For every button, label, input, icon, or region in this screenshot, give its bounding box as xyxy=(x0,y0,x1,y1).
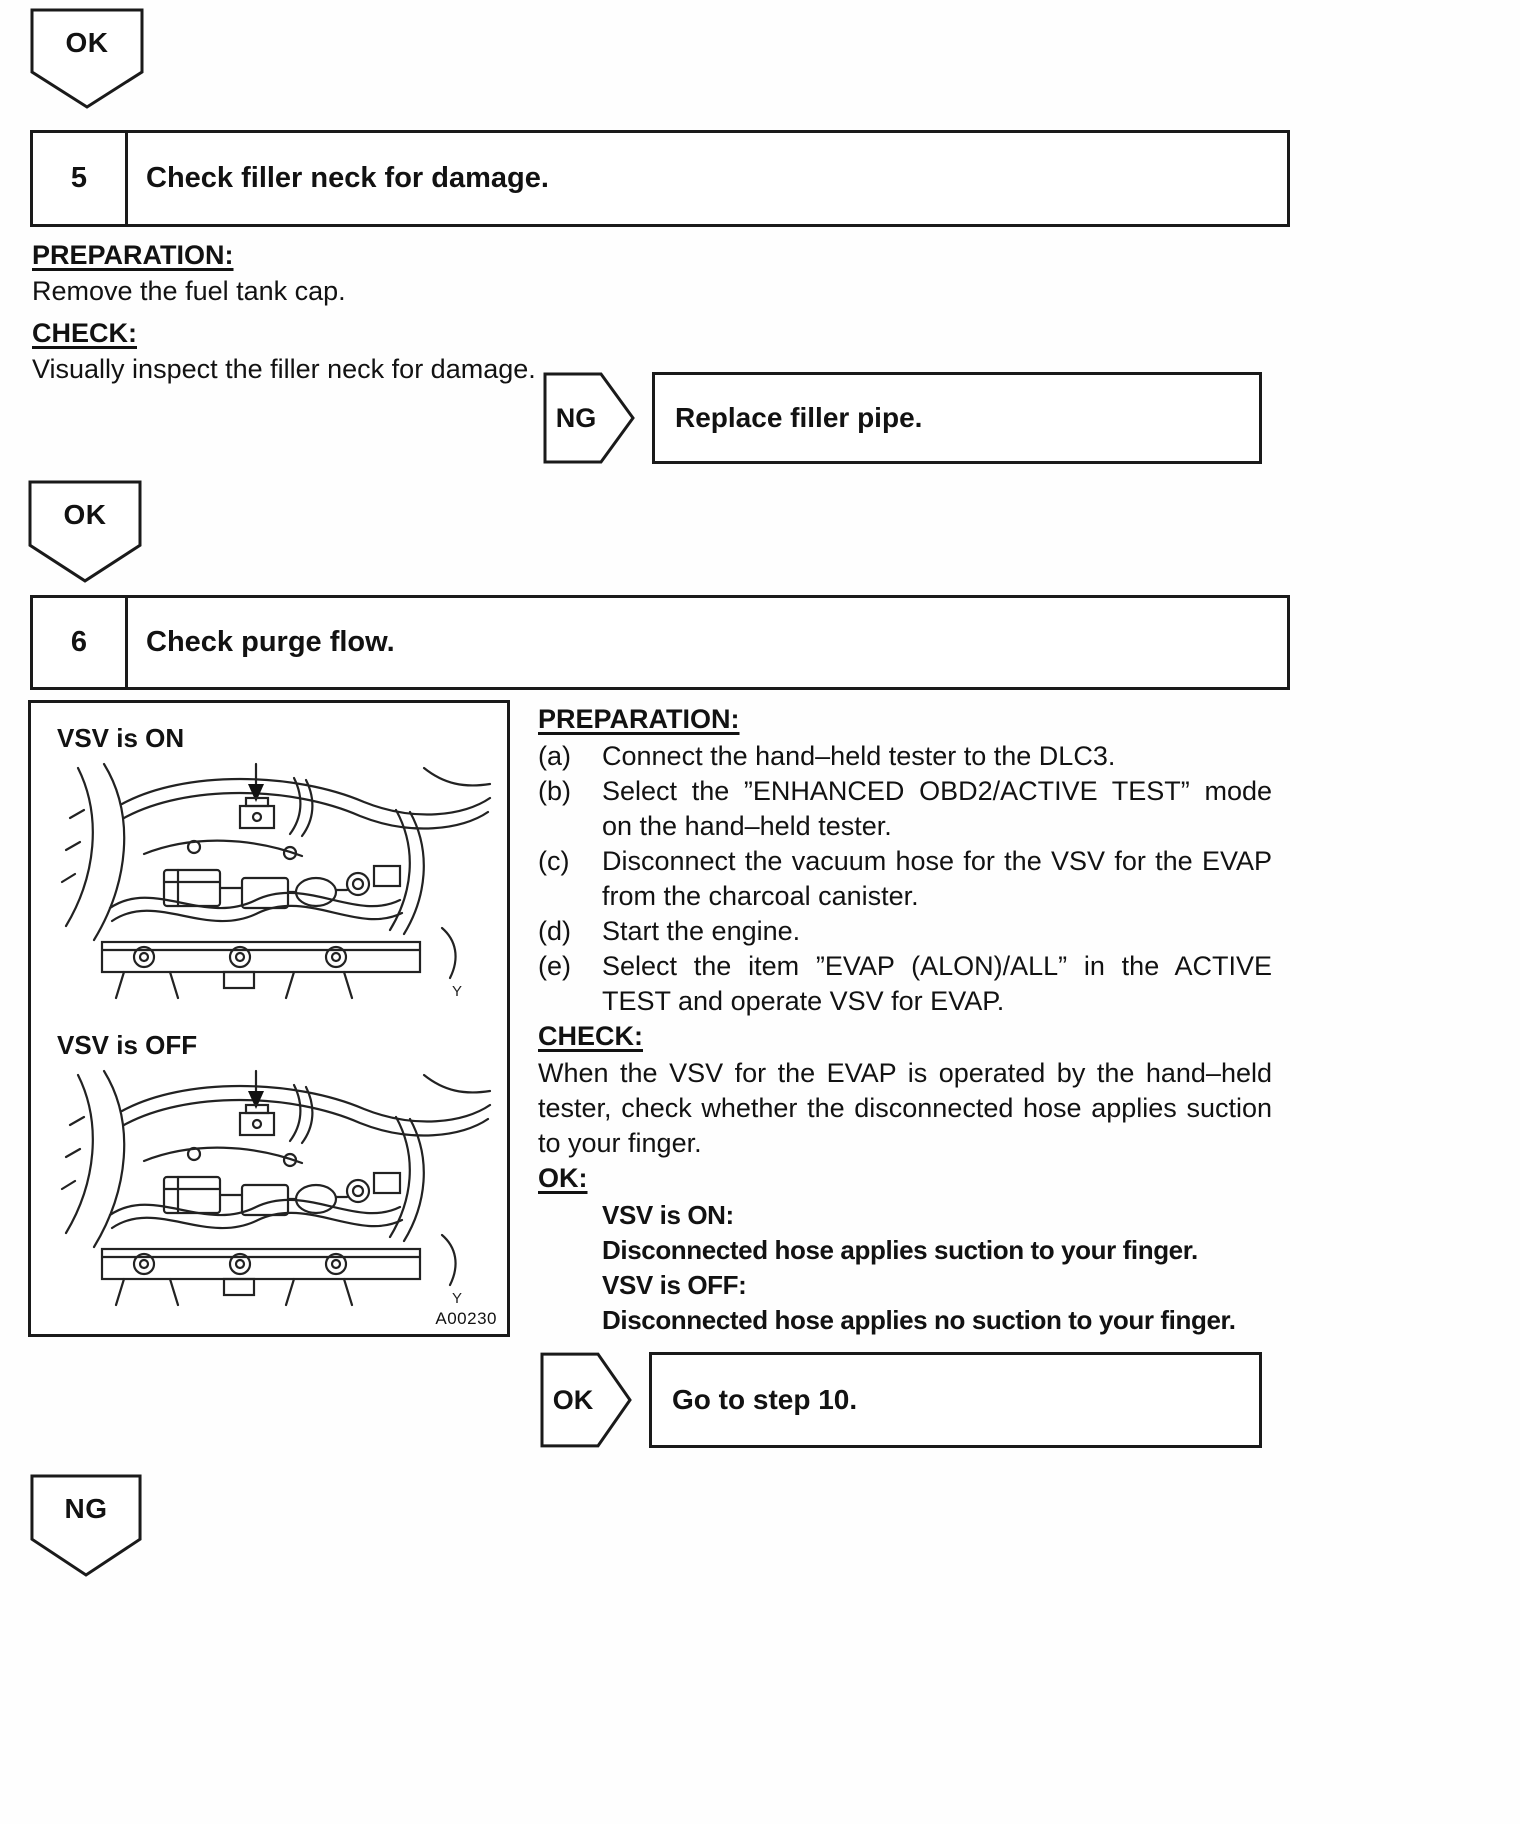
list-item-label: (a) xyxy=(538,741,571,771)
flow-flag-ok-top xyxy=(30,8,144,110)
list-item-text: Connect the hand–held tester to the DLC3. xyxy=(602,741,1116,771)
list-item xyxy=(538,914,1272,949)
list-item-label: (d) xyxy=(538,916,571,946)
step5-title: Check filler neck for damage. xyxy=(146,162,549,194)
ng-pointer-label: NG xyxy=(555,402,597,433)
step6-ok-decision xyxy=(540,1352,1262,1448)
figure-caption-vsv-on: VSV is ON xyxy=(57,723,185,753)
flow-flag-ok-middle xyxy=(28,480,142,584)
figure-box xyxy=(28,700,510,1337)
list-item xyxy=(538,949,1272,1019)
ok-action-box: Go to step 10. xyxy=(649,1352,1262,1448)
list-item-text: Start the engine. xyxy=(602,916,801,946)
preparation-heading: PREPARATION: xyxy=(32,240,234,270)
check-text: When the VSV for the EVAP is operated by the hand–held tester, check whether the disconnected hose applies suction to your finger. xyxy=(538,1058,1272,1158)
flag-label: OK xyxy=(65,26,109,58)
flag-label: OK xyxy=(63,499,107,531)
step6-title: Check purge flow. xyxy=(146,626,395,658)
check-heading: CHECK: xyxy=(538,1021,643,1051)
figure-caption-vsv-off: VSV is OFF xyxy=(57,1030,198,1060)
list-item-text: Select the item ”EVAP (ALON)/ALL” in the ACTIVE TEST and operate VSV for EVAP. xyxy=(602,951,1272,1016)
list-item-text: Disconnect the vacuum hose for the VSV for the EVAP from the charcoal canister. xyxy=(602,846,1272,911)
list-item-label: (e) xyxy=(538,951,571,981)
ng-action-box: Replace filler pipe. xyxy=(652,372,1262,464)
list-item-text: Select the ”ENHANCED OBD2/ACTIVE TEST” mode on the hand–held tester. xyxy=(602,776,1272,841)
ok-pointer-label: OK xyxy=(552,1384,594,1415)
ng-pointer xyxy=(543,372,635,464)
flow-flag-ng-bottom xyxy=(30,1474,142,1578)
list-item xyxy=(538,844,1272,914)
step6-instructions xyxy=(538,702,1272,1338)
engine-illustration-vsv-on xyxy=(43,758,495,1010)
step5-ng-decision xyxy=(543,372,1262,464)
list-item xyxy=(538,739,1272,774)
ok-pointer xyxy=(540,1352,632,1448)
step5-header xyxy=(30,130,1290,227)
engine-illustration-vsv-off xyxy=(43,1065,495,1317)
ok-result-line: VSV is OFF: xyxy=(602,1270,747,1300)
list-item xyxy=(538,774,1272,844)
ok-heading: OK: xyxy=(538,1163,588,1193)
ok-result-line: Disconnected hose applies no suction to your finger. xyxy=(602,1305,1236,1335)
step6-header xyxy=(30,595,1290,690)
figure-code: A00230 xyxy=(435,1309,497,1328)
preparation-text: Remove the fuel tank cap. xyxy=(32,276,346,306)
step5-number: 5 xyxy=(33,133,128,224)
ok-result-line: Disconnected hose applies suction to your finger. xyxy=(602,1235,1198,1265)
list-item-label: (b) xyxy=(538,776,571,806)
check-heading: CHECK: xyxy=(32,318,137,348)
step6-number: 6 xyxy=(33,598,128,687)
preparation-heading: PREPARATION: xyxy=(538,704,740,734)
ok-result-line: VSV is ON: xyxy=(602,1200,734,1230)
check-text: Visually inspect the filler neck for damage. xyxy=(32,354,536,384)
list-item-label: (c) xyxy=(538,846,570,876)
ok-result-lines xyxy=(602,1198,1272,1338)
flag-label: NG xyxy=(64,1493,108,1525)
